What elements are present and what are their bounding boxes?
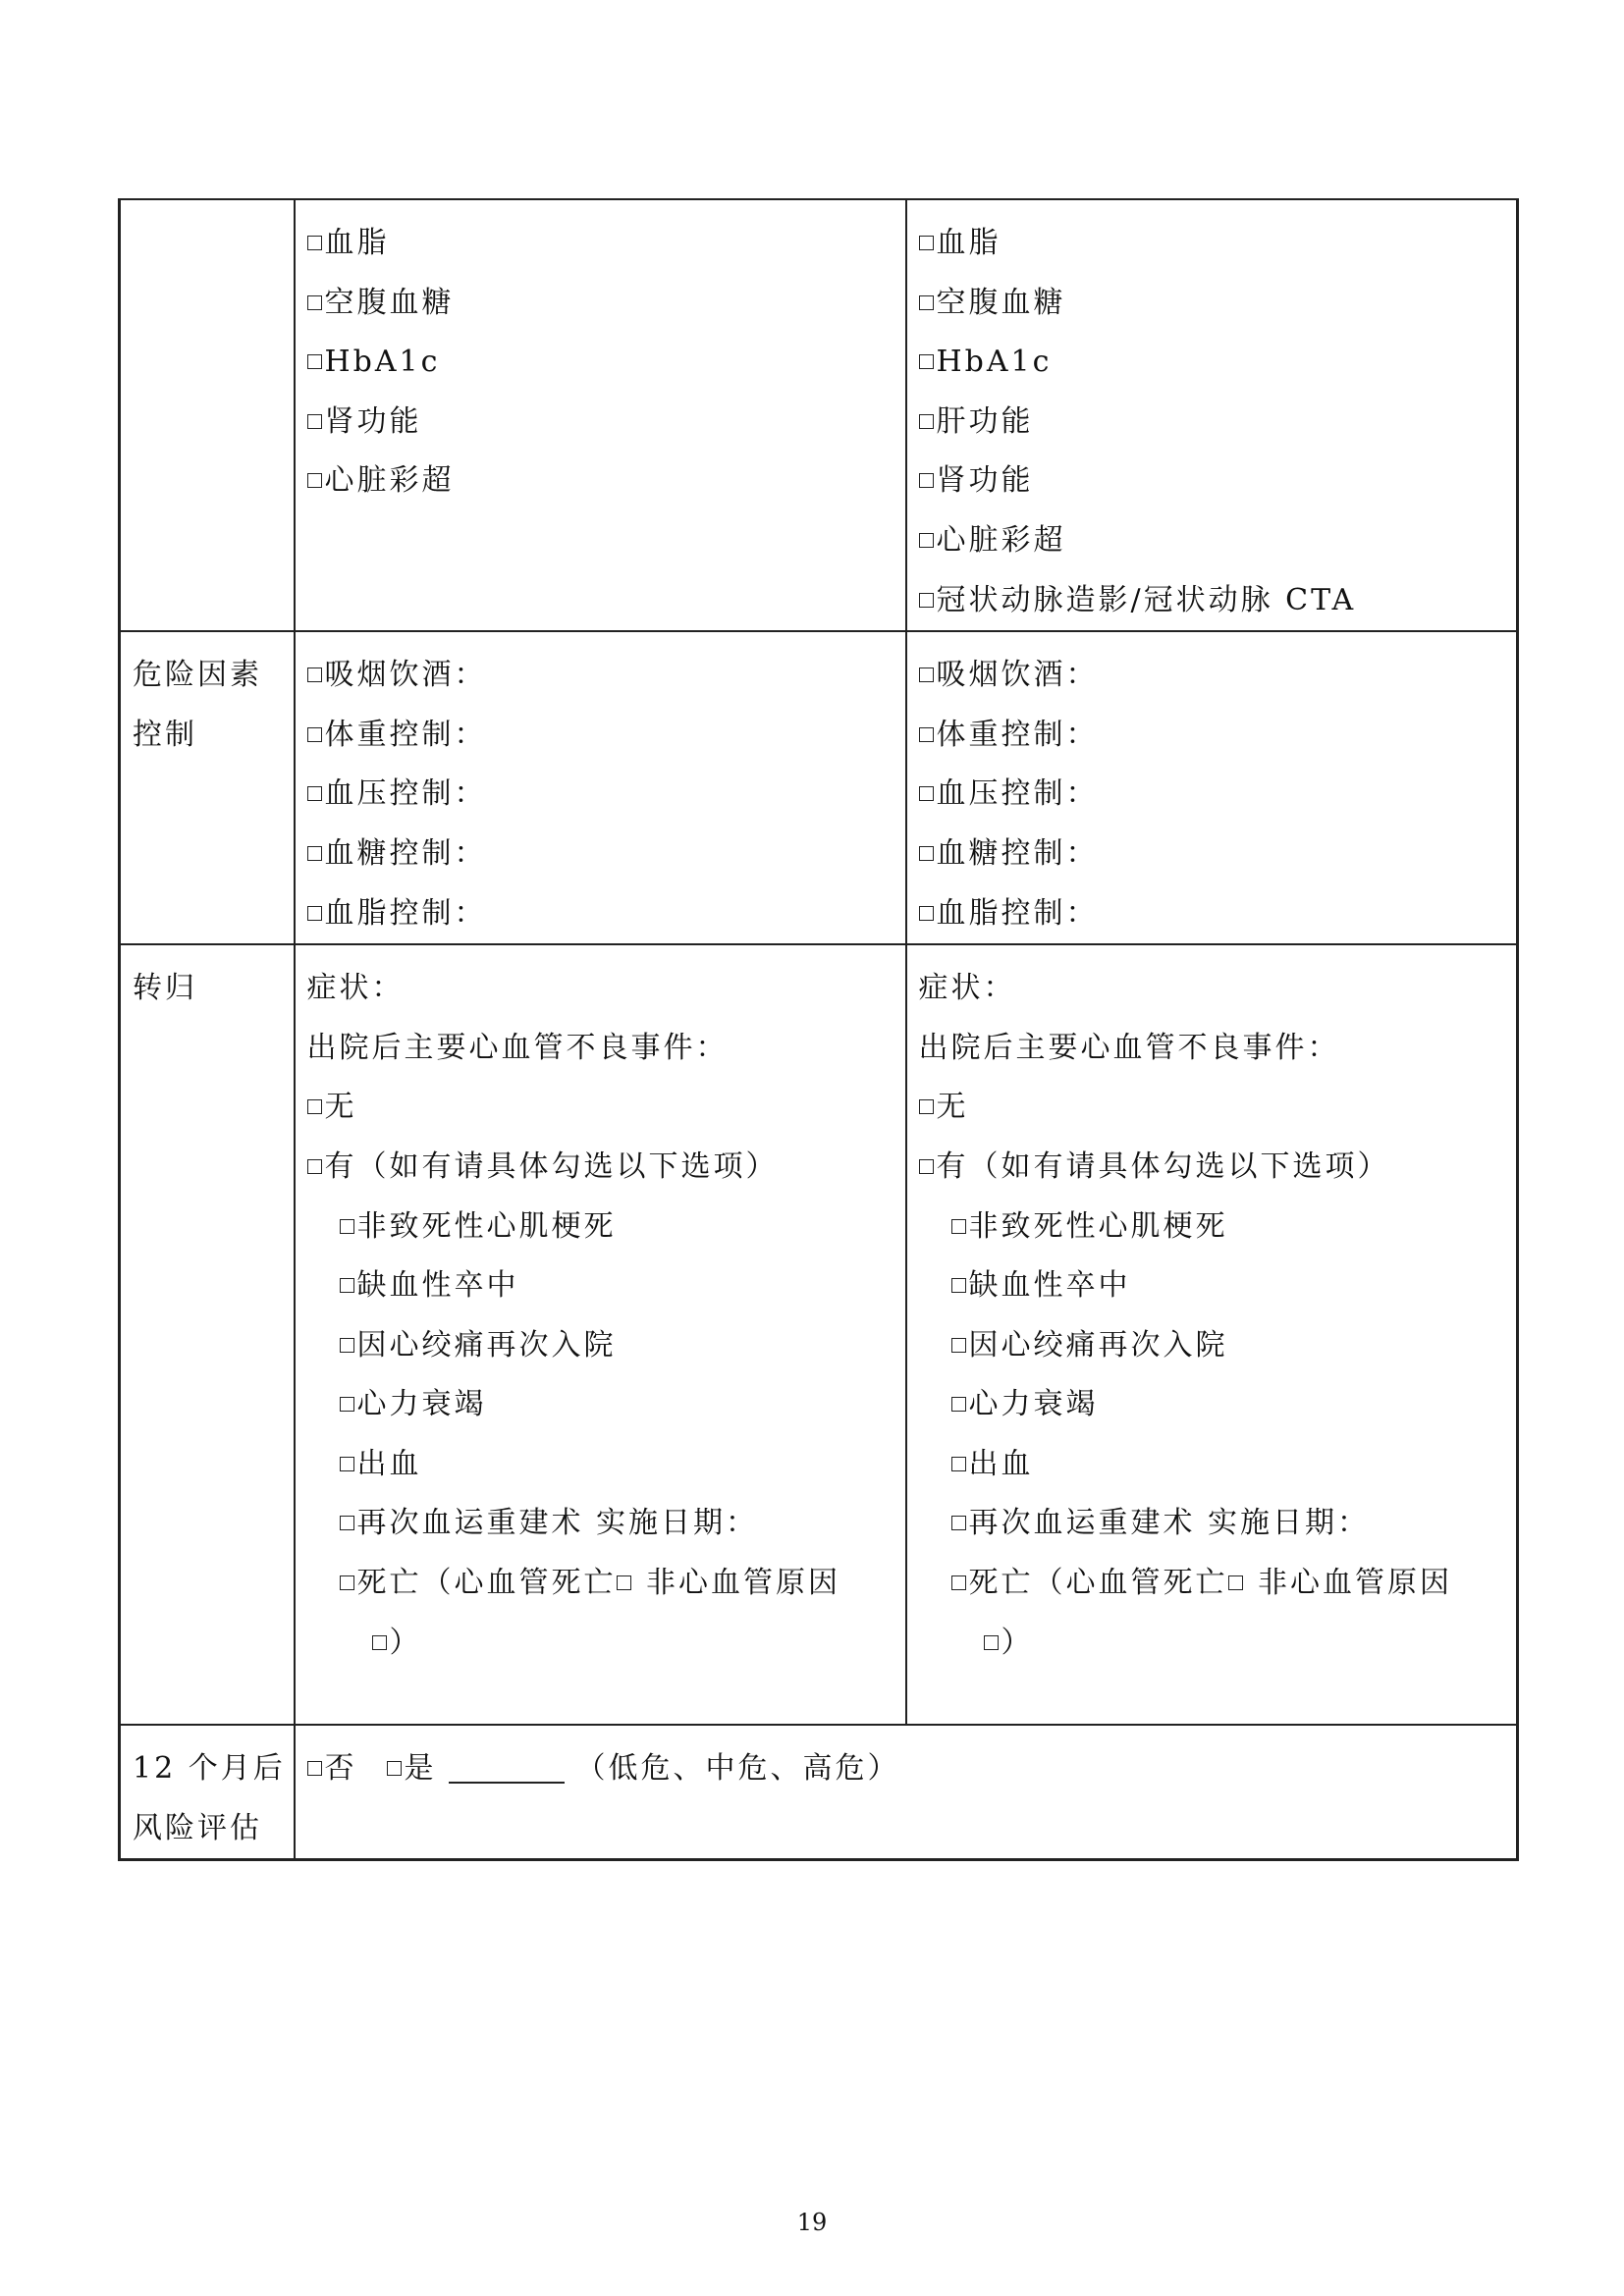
risk-item[interactable]: 体重控制： [307,706,905,766]
checkbox[interactable] [951,1219,966,1234]
checkbox[interactable] [919,846,934,861]
risk-item[interactable]: 体重控制： [919,706,1517,766]
risk-item[interactable]: 吸烟饮酒： [307,646,905,706]
event-option[interactable]: 出血 [919,1435,1517,1495]
symptom-label: 症状： [918,971,1016,1006]
checkbox[interactable] [340,1575,354,1590]
outcome-left-cell [295,944,906,1725]
exam-item[interactable]: 肾功能 [919,452,1517,511]
event-option[interactable]: 因心绞痛再次入院 [919,1316,1517,1376]
exam-item[interactable]: 肾功能 [307,393,905,453]
event-option[interactable]: 心力衰竭 [307,1375,905,1435]
exam-item[interactable]: 肝功能 [919,393,1517,453]
event-option[interactable]: 缺血性卒中 [919,1256,1517,1316]
event-option[interactable]: 因心绞痛再次入院 [307,1316,905,1376]
exam-left-cell [295,199,906,631]
event-option[interactable]: 缺血性卒中 [307,1256,905,1316]
checkbox[interactable] [919,667,934,682]
mace-title: 出院后主要心血管不良事件： [306,1030,729,1065]
checkbox[interactable] [919,295,934,310]
checkbox[interactable] [951,1338,966,1353]
mace-yes-option[interactable]: 有（如有请具体勾选以下选项） [919,1138,1517,1198]
risk-control-row [120,631,1518,944]
checkbox[interactable] [307,473,322,488]
checkbox[interactable] [919,1099,934,1114]
exam-item[interactable]: 空腹血糖 [307,274,905,334]
mace-none-option[interactable]: 无 [307,1078,905,1138]
mace-yes-option[interactable]: 有（如有请具体勾选以下选项） [307,1138,905,1198]
checkbox[interactable] [307,1761,322,1776]
checkbox[interactable] [951,1457,966,1471]
checkbox[interactable] [307,667,322,682]
checkbox[interactable] [919,473,934,488]
checkbox[interactable] [340,1397,354,1412]
risk-item[interactable]: 血脂控制： [307,884,905,944]
outcome-right-cell [906,944,1518,1725]
event-option[interactable]: 出血 [307,1435,905,1495]
death-option[interactable]: 死亡（心血管死亡 非心血管原因 [919,1554,1517,1614]
risk-levels: （低危、中危、高危） [575,1751,900,1787]
risk-item[interactable]: 血糖控制： [307,825,905,884]
exam-right-cell [906,199,1518,631]
risk-left-cell [295,631,906,944]
checkbox[interactable] [340,1457,354,1471]
risk-item[interactable]: 血糖控制： [919,825,1517,884]
checkbox[interactable] [307,1159,322,1174]
risk-item[interactable]: 血脂控制： [919,884,1517,944]
checkbox[interactable] [307,786,322,801]
checkbox[interactable] [307,414,322,429]
checkbox[interactable] [951,1516,966,1530]
checkbox[interactable] [919,786,934,801]
exam-item[interactable]: 血脂 [307,214,905,274]
risk-control-label: 危险因素 控制 [120,631,295,944]
checkbox[interactable] [984,1635,999,1650]
checkbox[interactable] [307,846,322,861]
checkbox[interactable] [951,1397,966,1412]
exam-item[interactable]: 心脏彩超 [919,511,1517,571]
death-option-continued[interactable]: ） [919,1614,1517,1674]
checkbox[interactable] [307,236,322,250]
event-option[interactable]: 非致死性心肌梗死 [919,1198,1517,1257]
mace-none-option[interactable]: 无 [919,1078,1517,1138]
checkbox[interactable] [372,1635,387,1650]
death-option-continued[interactable]: ） [307,1614,905,1674]
checkbox[interactable] [919,906,934,921]
exam-item[interactable]: 冠状动脉造影/冠状动脉 CTA [919,571,1517,631]
checkbox[interactable] [307,727,322,742]
exam-row-label [120,199,295,631]
risk-right-cell [906,631,1518,944]
checkbox[interactable] [951,1575,966,1590]
event-option[interactable]: 再次血运重建术 实施日期： [307,1494,905,1554]
assessment-no-option[interactable]: 否 [307,1751,357,1786]
checkbox[interactable] [340,1278,354,1293]
mace-title: 出院后主要心血管不良事件： [918,1030,1340,1065]
checkbox[interactable] [307,354,322,369]
exam-row [120,199,1518,631]
risk-level-blank[interactable] [449,1750,565,1784]
exam-item[interactable]: 心脏彩超 [307,452,905,511]
checkbox[interactable] [919,533,934,548]
checkbox[interactable] [340,1338,354,1353]
checkbox[interactable] [387,1761,402,1776]
checkbox[interactable] [919,414,934,429]
checkbox[interactable] [1228,1575,1243,1590]
checkbox[interactable] [919,727,934,742]
risk-assessment-label: 12 个月后 风险评估 [120,1725,295,1860]
exam-item[interactable]: HbA1c [307,333,905,393]
outcome-label: 转归 [120,944,295,1725]
event-option[interactable]: 非致死性心肌梗死 [307,1198,905,1257]
death-option[interactable]: 死亡（心血管死亡 非心血管原因 [307,1554,905,1614]
risk-assessment-row [120,1725,1518,1860]
risk-item[interactable]: 吸烟饮酒： [919,646,1517,706]
checkbox[interactable] [919,236,934,250]
checkbox[interactable] [307,906,322,921]
risk-item[interactable]: 血压控制： [919,765,1517,825]
checkbox[interactable] [919,354,934,369]
event-option[interactable]: 心力衰竭 [919,1375,1517,1435]
checkbox[interactable] [919,1159,934,1174]
checkbox[interactable] [307,295,322,310]
checkbox[interactable] [951,1278,966,1293]
event-option[interactable]: 再次血运重建术 实施日期： [919,1494,1517,1554]
exam-item[interactable]: 空腹血糖 [919,274,1517,334]
page-number: 19 [796,2209,828,2236]
checkbox[interactable] [617,1575,631,1590]
checkbox[interactable] [340,1219,354,1234]
risk-assessment-cell [295,1725,1518,1860]
exam-item[interactable]: HbA1c [919,333,1517,393]
follow-up-form-table [118,198,1519,1861]
exam-item[interactable]: 血脂 [919,214,1517,274]
risk-item[interactable]: 血压控制： [307,765,905,825]
assessment-yes-option[interactable]: 是 [387,1751,437,1786]
checkbox[interactable] [307,1099,322,1114]
checkbox[interactable] [340,1516,354,1530]
checkbox[interactable] [919,593,934,608]
symptom-label: 症状： [306,971,405,1006]
outcome-row [120,944,1518,1725]
